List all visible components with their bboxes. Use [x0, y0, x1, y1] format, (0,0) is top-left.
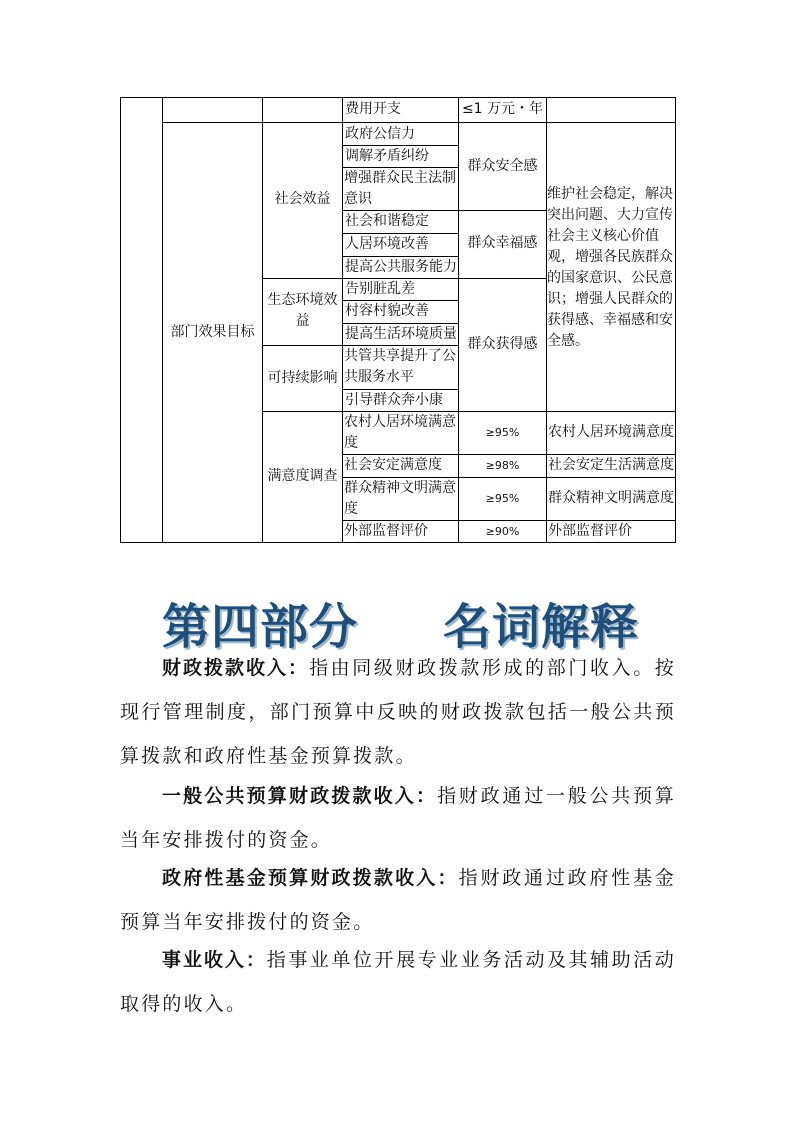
cell-sat-desc: 社会安定生活满意度 — [548, 457, 674, 473]
cell-cost-item: 费用开支 — [345, 101, 401, 117]
cell-sat-desc: 群众精神文明满意度 — [548, 490, 674, 506]
cell-sustain-item: 共管共享提升了公共服务水平 — [344, 348, 456, 385]
cell-social-item: 人居环境改善 — [345, 236, 429, 252]
cell-safety: 群众安全感 — [467, 158, 538, 174]
cell-happiness: 群众幸福感 — [467, 235, 538, 251]
cell-satisfaction-label: 满意度调查 — [267, 468, 338, 484]
cell-social-item: 社会和谐稳定 — [345, 213, 429, 229]
table-border-bottom — [120, 542, 676, 543]
cell-category: 部门效果目标 — [170, 324, 255, 340]
definition-term: 政府性基金预算财政拨款收入： — [162, 867, 459, 889]
definition-paragraph — [120, 646, 676, 778]
cell-sat-value: ≥98% — [485, 459, 520, 472]
cell-sat-value: ≥95% — [485, 426, 520, 439]
definition-paragraph — [120, 856, 676, 944]
cell-sat-item: 社会安定满意度 — [344, 457, 442, 473]
table-row-line — [162, 122, 676, 123]
cell-social-item: 提高公共服务能力 — [345, 259, 457, 275]
definition-paragraph — [120, 774, 676, 862]
cell-sustain-item: 引导群众奔小康 — [345, 392, 443, 408]
cell-sat-desc: 农村人居环境满意度 — [548, 424, 674, 440]
cell-cost-value: ≤1 万元・年 — [461, 101, 544, 117]
table-col-line — [162, 97, 163, 543]
section-heading-part: 第四部分 — [162, 599, 359, 655]
definition-term: 财政拨款收入： — [162, 657, 310, 679]
cell-eco-label: 生态环境效益 — [267, 292, 338, 329]
section-heading — [0, 588, 793, 655]
cell-social-label: 社会效益 — [274, 191, 331, 207]
cell-eco-item: 提高生活环境质量 — [345, 326, 457, 342]
cell-eco-item: 告别脏乱差 — [345, 281, 415, 297]
cell-gain: 群众获得感 — [467, 336, 538, 352]
definition-text: 指事业单位开展专业业务活动及其辅助活动取得的收入。 — [120, 949, 676, 1015]
definition-term: 一般公共预算财政拨款收入： — [162, 785, 438, 807]
cell-social-item: 增强群众民主法制意识 — [344, 170, 456, 207]
definition-text: 指由同级财政拨款形成的部门收入。按现行管理制度，部门预算中反映的财政拨款包括一般公共预算拨款和政府性基金预算拨款。 — [120, 657, 676, 767]
cell-sat-value: ≥90% — [485, 525, 520, 538]
cell-sat-value: ≥95% — [485, 492, 520, 505]
definition-term: 事业收入： — [162, 949, 267, 971]
definition-paragraph — [120, 938, 676, 1026]
table-border-left — [120, 97, 121, 543]
cell-sat-item: 农村人居环境满意度 — [344, 414, 456, 451]
cell-note: 维护社会稳定，解决突出问题、大力宣传社会主义核心价值观，增强各民族群众的国家意识、公民意识；增强人民群众的获得感、幸福感和安全感。 — [547, 186, 673, 349]
definition-text: 指财政通过政府性基金预算当年安排拨付的资金。 — [120, 867, 676, 933]
cell-sustain-label: 可持续影响 — [267, 370, 338, 386]
section-heading-part: 名词解释 — [443, 599, 640, 655]
cell-eco-item: 村容村貌改善 — [345, 303, 429, 319]
cell-sat-item: 外部监督评价 — [344, 523, 428, 539]
cell-social-item: 政府公信力 — [345, 126, 415, 142]
cell-sat-desc: 外部监督评价 — [548, 523, 632, 539]
cell-social-item: 调解矛盾纠纷 — [345, 148, 429, 164]
table-border-top — [120, 97, 676, 98]
definition-text: 指财政通过一般公共预算当年安排拨付的资金。 — [120, 785, 676, 851]
cell-sat-item: 群众精神文明满意度 — [344, 480, 456, 517]
table-row-line — [262, 411, 676, 412]
